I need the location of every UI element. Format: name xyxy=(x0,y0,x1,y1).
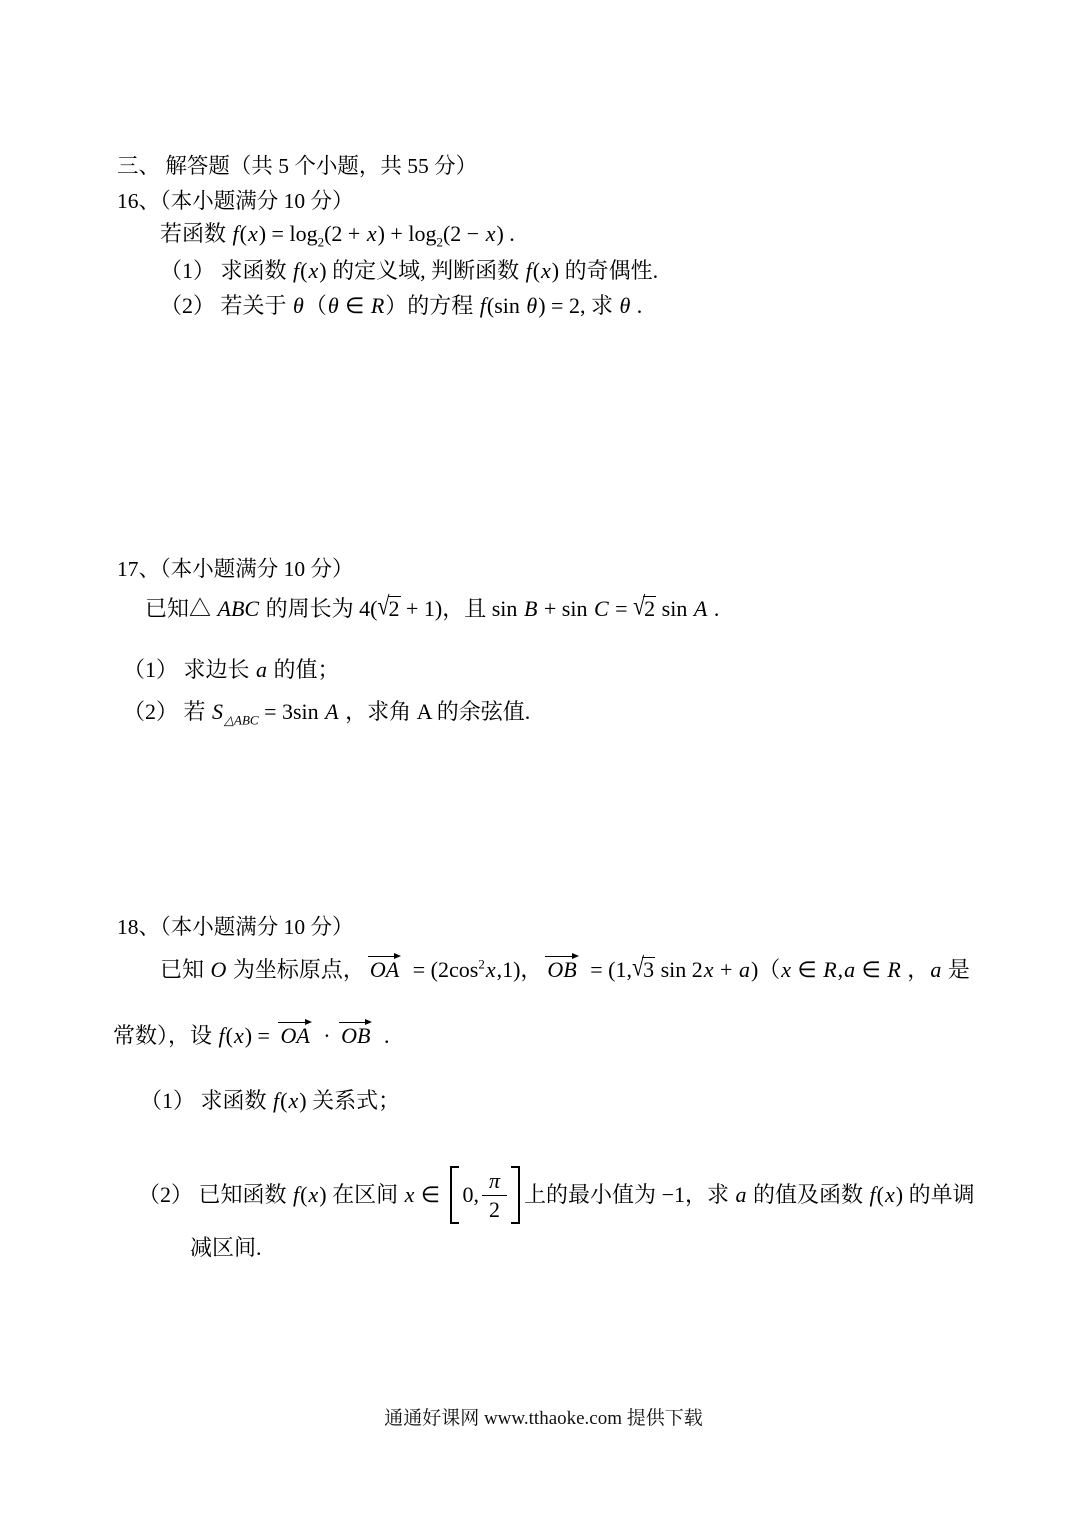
formula-seg-it: R xyxy=(887,957,901,982)
formula-seg-it: R xyxy=(823,957,837,982)
q17-header: 17、（本小题满分 10 分） xyxy=(117,557,354,581)
formula-seg-rm: 4( xyxy=(359,596,378,621)
formula-seg-rm: ) xyxy=(551,258,560,283)
formula-seg-it: f xyxy=(218,1023,225,1048)
formula-seg-it: A xyxy=(325,699,339,724)
formula-seg-rm: (2 + xyxy=(324,221,366,246)
q18-intro-line2 xyxy=(113,1022,389,1051)
formula-seg-rm: = (2cos xyxy=(407,957,479,982)
formula-seg-rm: ) = 2 xyxy=(538,293,580,318)
formula-seg-rm: ( xyxy=(876,1182,884,1208)
formula-seg-rm: ,1) xyxy=(496,957,521,982)
formula-seg-rm: sin 2 xyxy=(655,957,703,982)
formula-seg-rad: 2 xyxy=(644,596,656,621)
formula-seg-cn: ， xyxy=(520,957,543,982)
formula-seg-it: a xyxy=(930,957,942,982)
formula-seg-rm: ( xyxy=(300,258,308,283)
formula-seg-cn: 的值及函数 xyxy=(747,1182,869,1208)
formula-seg-it: R xyxy=(370,293,385,318)
formula-seg-rm: + sin xyxy=(538,596,593,621)
fraction-pi-over-2 xyxy=(482,1168,507,1222)
page-footer: 通通好课网 www.tthaoke.com 提供下载 xyxy=(384,1408,703,1429)
formula-seg-cn: （1） 求函数 xyxy=(140,1088,273,1113)
q16-header: 16、（本小题满分 10 分） xyxy=(117,189,354,213)
formula-seg-it: x xyxy=(247,221,258,246)
formula-seg-cn: ）的方程 xyxy=(385,293,479,318)
left-bracket xyxy=(450,1166,459,1224)
formula-seg-rm: + 1) xyxy=(400,596,443,621)
formula-seg-cn: （1） 求函数 xyxy=(160,258,293,283)
formula-seg-rm: ( xyxy=(300,1182,308,1208)
q18-part2-post xyxy=(524,1182,975,1207)
formula-seg-it: x xyxy=(541,258,551,283)
formula-seg-it: O xyxy=(210,957,227,982)
formula-seg-it: f xyxy=(273,1088,280,1113)
formula-seg-it: x xyxy=(485,957,496,982)
fraction-denominator: 2 xyxy=(489,1196,501,1222)
q18-part2-end: 减区间. xyxy=(190,1235,262,1260)
formula-seg-rm: sin xyxy=(656,596,693,621)
formula-seg-cn: 为坐标原点， xyxy=(227,957,365,982)
formula-seg-rm: = 3sin xyxy=(258,699,325,724)
formula-seg-it: a xyxy=(256,657,268,682)
formula-seg-rm: ) xyxy=(895,1182,904,1208)
formula-seg-it: θ xyxy=(293,293,304,318)
formula-seg-it: x xyxy=(308,258,319,283)
q17-part2 xyxy=(123,698,530,729)
formula-seg-rm: (sin xyxy=(486,293,526,318)
formula-seg-rm: ∈ xyxy=(792,957,823,982)
interval-zero: 0, xyxy=(462,1181,480,1207)
formula-seg-cn: ，求 xyxy=(684,1182,735,1208)
fraction-numerator: π xyxy=(482,1168,507,1195)
formula-seg-rm: . xyxy=(378,1023,390,1048)
q16-part2 xyxy=(160,292,642,321)
formula-seg-cn: 在区间 xyxy=(326,1182,404,1208)
formula-seg-it: x xyxy=(288,1088,299,1113)
formula-seg-rm: . xyxy=(708,596,720,621)
formula-seg-it: x xyxy=(308,1182,319,1208)
formula-seg-rm: ( xyxy=(239,221,247,246)
formula-seg-rm: ) . xyxy=(496,221,515,246)
formula-seg-it: f xyxy=(293,258,300,283)
section-title: 三、 解答题（共 5 个小题，共 55 分） xyxy=(117,154,478,178)
formula-seg-cn: （2） 若 xyxy=(123,699,212,724)
q16-part1 xyxy=(160,257,658,286)
formula-seg-it: θ xyxy=(619,293,631,318)
formula-seg-rm: sin xyxy=(491,596,523,621)
formula-seg-vec: OB xyxy=(339,1022,372,1051)
formula-seg-sqrt: √ xyxy=(633,591,646,621)
formula-seg-cn: 的值； xyxy=(268,657,340,682)
formula-seg-rad: 3 xyxy=(643,957,655,982)
formula-seg-rm: ( xyxy=(532,258,541,283)
formula-seg-it: B xyxy=(523,596,538,621)
formula-seg-sqrt: √ xyxy=(631,952,645,982)
formula-seg-rm: ( xyxy=(280,1088,288,1113)
formula-seg-rm: ) xyxy=(319,1182,327,1208)
q18-part2-pre xyxy=(138,1182,446,1207)
formula-seg-cn: 的周长为 xyxy=(260,596,360,621)
formula-seg-rm: ) xyxy=(299,1088,307,1113)
q17-part1 xyxy=(123,656,340,685)
q16-intro-formula xyxy=(160,220,515,251)
interval-0-pi-2 xyxy=(450,1166,521,1224)
formula-seg-rm: ∈ xyxy=(339,293,370,318)
formula-seg-cn: 是 xyxy=(942,957,970,982)
formula-seg-it: x xyxy=(884,1182,895,1208)
formula-seg-cn: 若函数 xyxy=(160,221,232,246)
formula-seg-it: f xyxy=(479,293,486,318)
formula-seg-rm: + xyxy=(714,957,738,982)
formula-seg-it: a xyxy=(738,957,750,982)
formula-seg-vec: OB xyxy=(545,956,578,985)
formula-seg-cn: （2） 已知函数 xyxy=(138,1182,293,1208)
formula-seg-cn: 已知△ xyxy=(145,596,217,621)
formula-seg-vec: OA xyxy=(368,956,401,985)
q18-intro-line1 xyxy=(160,952,970,985)
formula-seg-rm: ) = xyxy=(244,1023,276,1048)
formula-seg-it: a xyxy=(844,957,856,982)
formula-seg-it: f xyxy=(232,221,239,246)
formula-seg-it: θ xyxy=(327,293,339,318)
formula-seg-cn: ，且 xyxy=(442,596,492,621)
formula-seg-rm: ) + log xyxy=(377,221,437,246)
formula-seg-sub: 2 xyxy=(317,234,325,250)
formula-seg-rm: ) xyxy=(319,258,327,283)
formula-seg-it: x xyxy=(404,1182,415,1208)
formula-seg-cn: 关系式； xyxy=(306,1088,401,1113)
formula-seg-it: ABC xyxy=(217,596,260,621)
formula-seg-rm: , xyxy=(837,957,844,982)
formula-seg-rm: (2 − xyxy=(442,221,485,246)
formula-seg-it: a xyxy=(735,1182,747,1208)
q17-intro-formula xyxy=(145,591,720,624)
formula-seg-rm: −1 xyxy=(661,1182,685,1208)
formula-seg-rm: ( xyxy=(225,1023,233,1048)
formula-seg-rm: · xyxy=(317,1023,337,1048)
formula-seg-cn: 已知 xyxy=(160,957,210,982)
formula-seg-it: f xyxy=(525,258,532,283)
formula-seg-rm: ) = log xyxy=(258,221,318,246)
formula-seg-it: A xyxy=(693,596,708,621)
formula-seg-cn: ，求角 A 的余弦值. xyxy=(339,699,531,724)
formula-seg-cn: , 求 xyxy=(579,293,619,318)
formula-seg-it: x xyxy=(703,957,714,982)
formula-seg-vec: OA xyxy=(278,1022,311,1051)
formula-seg-cn: 的定义域, 判断函数 xyxy=(326,258,525,283)
formula-seg-it: x xyxy=(485,221,496,246)
formula-seg-it: S xyxy=(212,699,224,724)
formula-seg-cn: （1） 求边长 xyxy=(123,657,256,682)
formula-seg-rm: ∈ xyxy=(415,1182,446,1208)
formula-seg-rm: ∈ xyxy=(856,957,887,982)
formula-seg-cn: ， xyxy=(901,957,930,982)
formula-seg-cn: （ xyxy=(758,957,781,982)
formula-seg-cn: 的单调 xyxy=(903,1182,975,1208)
formula-seg-it: f xyxy=(869,1182,876,1208)
formula-seg-subi: △ABC xyxy=(224,712,259,728)
formula-seg-it: x xyxy=(233,1023,244,1048)
formula-seg-it: C xyxy=(593,596,609,621)
formula-seg-rm: = (1, xyxy=(584,957,632,982)
formula-seg-rm: ) xyxy=(750,957,759,982)
formula-seg-sub: 2 xyxy=(436,234,443,250)
formula-seg-it: x xyxy=(366,221,377,246)
right-bracket xyxy=(511,1166,520,1224)
formula-seg-it: θ xyxy=(526,293,538,318)
formula-seg-cn: 常数），设 xyxy=(113,1023,218,1048)
formula-seg-it: x xyxy=(781,957,792,982)
formula-seg-it: f xyxy=(293,1182,300,1208)
formula-seg-sup: 2 xyxy=(478,956,485,972)
formula-seg-sqrt: √ xyxy=(377,591,390,621)
formula-seg-cn: （2） 若关于 xyxy=(160,293,293,318)
formula-seg-cn: 上的最小值为 xyxy=(524,1182,662,1208)
formula-seg-rm: . xyxy=(631,293,643,318)
formula-seg-rm: = xyxy=(609,596,634,621)
q18-part2 xyxy=(138,1168,975,1226)
q18-part1 xyxy=(140,1087,400,1116)
formula-seg-cn: （ xyxy=(304,293,327,318)
formula-seg-rad: 2 xyxy=(388,596,400,621)
formula-seg-cn: 的奇偶性. xyxy=(559,258,659,283)
q18-header: 18、（本小题满分 10 分） xyxy=(117,915,354,939)
